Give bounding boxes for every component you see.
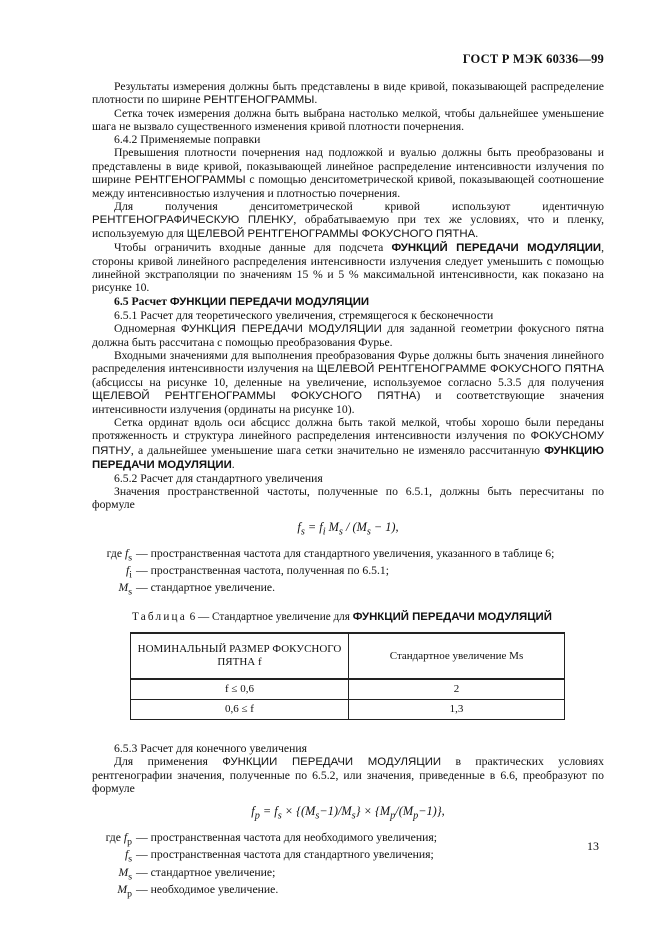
paragraph-grid: Сетка точек измерения должна быть выбрана настолько мелкой, чтобы дальнейшее уменьшение шага не вызвало существенного изменения кривой плотности почернения.	[92, 107, 604, 134]
definition-text: — необходимое увеличение.	[136, 883, 279, 897]
paragraph-limit	[92, 241, 604, 294]
term: РЕНТГЕНОГРАММЫ	[134, 173, 246, 186]
paragraph-densitometric	[92, 200, 604, 241]
text-run: .	[231, 457, 235, 471]
definition-symbol: где $f_p$	[105, 831, 132, 848]
page-number: 13	[587, 839, 599, 853]
definition-text: — пространственная частота для стандартного увеличения, указанного в таблице 6;	[136, 546, 555, 560]
section-6-4-2: 6.4.2 Применяемые поправки	[114, 133, 261, 147]
paragraph-one-dimensional	[92, 322, 604, 349]
term: ФУНКЦИИ ПЕРЕДАЧИ МОДУЛЯЦИИ	[222, 756, 442, 769]
paragraph-recalc: Значения пространственной частоты, полученные по 6.5.1, должны быть пересчитаны по формуле	[92, 484, 604, 511]
text-run: , обрабатываемую при тех же условиях, что и пленку, используемую для	[92, 212, 604, 241]
definition-item	[92, 581, 604, 598]
term: ФОКУСНОМУ ПЯТНУ	[92, 430, 604, 457]
table-caption	[92, 611, 604, 624]
standard-magnification-table	[130, 632, 565, 720]
text-run: в практических условиях рентгенографии значения, полученные по 6.5.2, или значения, приведенные в 6.6, преобразуют по формуле	[92, 755, 604, 796]
definition-symbol: $M_p$	[117, 883, 132, 900]
text-run: Для получения денситометрической кривой используют идентичную	[114, 199, 604, 213]
term: ЩЕЛЕВОЙ РЕНТГЕНОГРАММЕ ФОКУСНОГО ПЯТНА	[316, 362, 604, 375]
definition-item	[92, 866, 604, 883]
text-run: с помощью денситометрической кривой, показывающей соотношение между интенсивностью излучения и плотностью почернения.	[92, 172, 604, 200]
definition-item	[92, 831, 604, 848]
term: РЕНТГЕНОГРАММЫ	[203, 94, 315, 107]
term: ФУНКЦИЮ ПЕРЕДАЧИ МОДУЛЯЦИИ	[92, 444, 604, 471]
text-run: .	[475, 227, 479, 241]
text-run: , а дальнейшее уменьшение шага сетки значительно не изменяло рассчитанную	[130, 443, 545, 457]
text-run: для заданной геометрии фокусного пятна должна быть рассчитана с помощью преобразования Фурье.	[92, 321, 604, 349]
definition-item	[92, 883, 604, 900]
body-text	[92, 80, 604, 901]
text-run: Для применения	[114, 755, 223, 769]
term: ЩЕЛЕВОЙ РЕНТГЕНОГРАММЫ ФОКУСНОГО ПЯТНА	[186, 228, 476, 241]
term: ФУНКЦИЙ ПЕРЕДАЧИ МОДУЛЯЦИИ	[391, 242, 602, 255]
caption-word: Таблица	[132, 610, 187, 623]
table-header-focal-spot: НОМИНАЛЬНЫЙ РАЗМЕР ФОКУСНОГО ПЯТНА f	[131, 633, 349, 679]
paragraph-input-values	[92, 349, 604, 416]
section-6-5-2: 6.5.2 Расчет для стандартного увеличения	[114, 471, 323, 485]
table-cell: 1,3	[349, 700, 565, 720]
text-run: .	[314, 93, 318, 107]
text-run: ) и соответствующие значения интенсивности излучения (ординаты на рисунке 10).	[92, 389, 604, 417]
definition-text: — пространственная частота для стандартного увеличения;	[136, 848, 434, 862]
section-6-5-heading	[92, 295, 604, 309]
definition-symbol: $M_s$	[118, 581, 132, 598]
paragraph-final-magnification	[92, 755, 604, 795]
caption-text: 6 — Стандартное увеличение для	[189, 610, 353, 623]
text-run: Сетка ординат вдоль оси абсцисс должна быть такой мелкой, чтобы хорошо были переданы протяженность и структура линейного распределения интенсивности излучения по	[92, 416, 604, 443]
definition-text: — стандартное увеличение;	[136, 865, 276, 879]
definition-symbol: $f_i$	[126, 563, 132, 581]
formula-final-magnification: $f_p = f_s \times \{(M_s-1)/M_s\} \times \{M_p/(M_p-1)\}$,	[251, 804, 445, 822]
definition-text: — пространственная частота для необходимого увеличения;	[136, 831, 437, 845]
paragraph-results	[92, 80, 604, 107]
table-row	[131, 700, 565, 720]
formula-standard-magnification: $f_s = f_i$ $M_s / (M_s - 1)$,	[297, 520, 399, 538]
table-row	[131, 679, 565, 700]
table-cell: 2	[349, 679, 565, 700]
table-cell: f ≤ 0,6	[131, 679, 349, 700]
term: ФУНКЦИИ ПЕРЕДАЧИ МОДУЛЯЦИИ	[169, 295, 370, 308]
term: ФУНКЦИЯ ПЕРЕДАЧИ МОДУЛЯЦИИ	[180, 322, 382, 335]
caption-term: ФУНКЦИЙ ПЕРЕДАЧИ МОДУЛЯЦИЙ	[352, 610, 552, 623]
paragraph-density	[92, 146, 604, 199]
table-cell: 0,6 ≤ f	[131, 700, 349, 720]
definition-item	[92, 547, 604, 564]
definition-symbol: $M_s$	[118, 865, 132, 883]
text-run: Превышения плотности почернения над подложкой и вуалью должны быть преобразованы и представлены в виде кривой, показывающей линейное распределение интенсивности излучения по ширине	[92, 146, 604, 186]
section-6-5-1: 6.5.1 Расчет для теоретического увеличения, стремящегося к бесконечности	[114, 308, 494, 322]
text-run: Результаты измерения должны быть представлены в виде кривой, показывающей распределение плотности по ширине	[92, 80, 604, 107]
definition-symbol: $f_s$	[124, 848, 132, 865]
text-run: Входными значениями для выполнения преобразования Фурье должны быть значения линейного распределения интенсивности излучения на	[92, 348, 604, 375]
text-run: Одномерная	[114, 321, 181, 335]
table-header-magnification: Стандартное увеличение Ms	[349, 633, 565, 679]
definitions-list-1	[92, 547, 604, 599]
text-run: (абсциссы на рисунке 10, деленные на увеличение, используемое согласно 5.3.5 для получения	[92, 376, 604, 390]
definition-item	[92, 848, 604, 865]
document-code: ГОСТ Р МЭК 60336—99	[462, 52, 604, 66]
definition-item	[92, 564, 604, 581]
definition-text: — стандартное увеличение.	[136, 581, 276, 595]
text-run: 6.5 Расчет	[114, 294, 170, 308]
text-run: Чтобы ограничить входные данные для подсчета	[114, 241, 392, 255]
definition-symbol: где $f_s$	[106, 546, 132, 563]
paragraph-ordinate-grid	[92, 416, 604, 471]
definitions-list-2	[92, 831, 604, 901]
term: РЕНТГЕНОГРАФИЧЕСКУЮ ПЛЕНКУ	[92, 213, 294, 226]
definition-text: — пространственная частота, полученная по 6.5.1;	[136, 563, 389, 577]
term: ЩЕЛЕВОЙ РЕНТГЕНОГРАММЫ ФОКУСНОГО ПЯТНА	[92, 390, 417, 403]
section-6-5-3: 6.5.3 Расчет для конечного увеличения	[114, 742, 307, 756]
text-run: , стороны кривой линейного распределения интенсивности излучения следует уменьшить с помощью линейной экстраполяции по значениям 15 % и 5 % максимальной интенсивности, как показано на рисунке 10.	[92, 241, 605, 295]
